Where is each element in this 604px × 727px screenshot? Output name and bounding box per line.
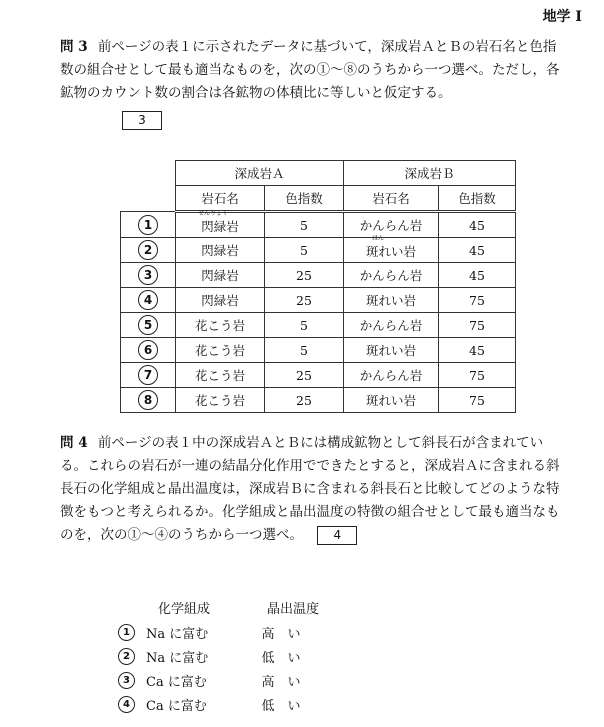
question-4 [60,432,560,547]
a-rock-name: 花こう岩 [176,338,265,363]
choice-number-cell[interactable] [121,263,176,288]
answer-box-4[interactable]: 4 [317,526,357,545]
rock-table [120,160,516,413]
b-color-index: 45 [439,338,516,363]
choice-number-cell[interactable] [121,338,176,363]
q4-choices [118,598,328,716]
table-row [121,212,516,238]
choice-temp: 高 い [261,674,301,690]
circled-number-icon: 3 [118,672,135,689]
circled-number-icon: 1 [118,624,135,641]
circled-number-icon: 3 [138,265,158,285]
b-color-index: 75 [439,363,516,388]
a-color-index: 25 [265,288,344,313]
a-rock-name: 花こう岩 [176,363,265,388]
a-rock-name: 閃緑岩 [176,288,265,313]
a-rock-name: 閃緑岩 [176,238,265,263]
b-rock-name: 斑れい岩 [344,288,439,313]
b-rock-name: 斑れい岩 [344,338,439,363]
b-rock-name: 斑れい岩 [344,388,439,413]
circled-number-icon: 6 [138,340,158,360]
b-color-index: 45 [439,263,516,288]
b-color-index: 75 [439,288,516,313]
choice-row[interactable] [118,692,328,716]
table-row [121,263,516,288]
choice-number-cell[interactable] [121,238,176,263]
b-color-index: 75 [439,388,516,413]
question-3-label: 問 3 [60,39,88,55]
circled-number-icon: 4 [118,696,135,713]
choice-temp: 低 い [261,698,301,714]
subheader-b-name: 岩石名 [344,186,439,212]
choice-number-cell[interactable] [121,363,176,388]
circled-number-icon: 2 [138,240,158,260]
b-rock-name: かんらん岩 [344,212,439,238]
circled-number-icon: 8 [138,390,158,410]
circled-number-icon: 5 [138,315,158,335]
question-3-text: 前ページの表１に示されたデータに基づいて，深成岩ＡとＢの岩石名と色指数の組合せとして最も適当なものを，次の①〜⑧のうちから一つ選べ。ただし，各鉱物のカウント数の割合は各鉱物の体積比に等しいと仮定する。 [60,39,560,101]
group-header-b: 深成岩Ｂ [344,161,516,186]
choice-chem: Ca に富む [146,698,207,714]
a-color-index: 5 [265,238,344,263]
question-4-label: 問 4 [60,435,88,451]
choice-row[interactable] [118,620,328,644]
choice-chem: Na に富む [146,626,209,642]
a-color-index: 5 [265,338,344,363]
a-rock-name: 閃緑岩 [176,263,265,288]
table-row [121,288,516,313]
a-rock-name: 花こう岩 [176,313,265,338]
choice-number-cell[interactable] [121,212,176,238]
choice-number-cell[interactable] [121,288,176,313]
circled-number-icon: 2 [118,648,135,665]
choice-number-cell[interactable] [121,313,176,338]
answer-box-3[interactable]: 3 [122,111,162,130]
b-color-index: 75 [439,313,516,338]
subject-header: 地学 I [542,9,582,25]
circled-number-icon: 1 [138,215,158,235]
b-rock-name: かんらん岩 [344,363,439,388]
table-row [121,313,516,338]
a-color-index: 25 [265,263,344,288]
choice-row[interactable] [118,668,328,692]
ruby-annotation: はん [371,235,384,242]
b-color-index: 45 [439,212,516,238]
choice-chem: Ca に富む [146,674,207,690]
choice-temp: 低 い [261,650,301,666]
table-row [121,388,516,413]
a-color-index: 25 [265,363,344,388]
table-row [121,238,516,263]
question-3 [60,36,560,130]
b-rock-name: はん 斑れい岩 [344,238,439,263]
circled-number-icon: 7 [138,365,158,385]
choices-header-chem: 化学組成 [158,602,211,617]
table-row [121,338,516,363]
a-color-index: 5 [265,212,344,238]
b-color-index: 45 [439,238,516,263]
group-header-a: 深成岩Ａ [176,161,344,186]
a-rock-name: せんりょく 閃緑岩 [176,212,265,238]
ruby-annotation: せんりょく [197,210,228,217]
table-row [121,363,516,388]
subheader-a-name: 岩石名 [176,186,265,212]
choice-number-cell[interactable] [121,388,176,413]
choice-chem: Na に富む [146,650,209,666]
subheader-a-index: 色指数 [265,186,344,212]
choice-temp: 高 い [261,626,301,642]
a-color-index: 25 [265,388,344,413]
choices-header-temp: 晶出温度 [266,602,319,617]
subheader-b-index: 色指数 [439,186,516,212]
a-rock-name: 花こう岩 [176,388,265,413]
a-color-index: 5 [265,313,344,338]
b-rock-name: かんらん岩 [344,313,439,338]
choice-row[interactable] [118,644,328,668]
circled-number-icon: 4 [138,290,158,310]
question-4-text: 前ページの表１中の深成岩ＡとＢには構成鉱物として斜長石が含まれている。これらの岩石が一連の結晶分化作用でできたとすると，深成岩Ａに含まれる斜長石の化学組成と晶出温度は，深成岩Ｂに含まれる斜長石と比較してどのような特徴をもつと考えられるか。化学組成と晶出温度の特徴の組合せとして最も適当なものを，次の①〜④のうちから一つ選べ。 [60,435,560,543]
b-rock-name: かんらん岩 [344,263,439,288]
